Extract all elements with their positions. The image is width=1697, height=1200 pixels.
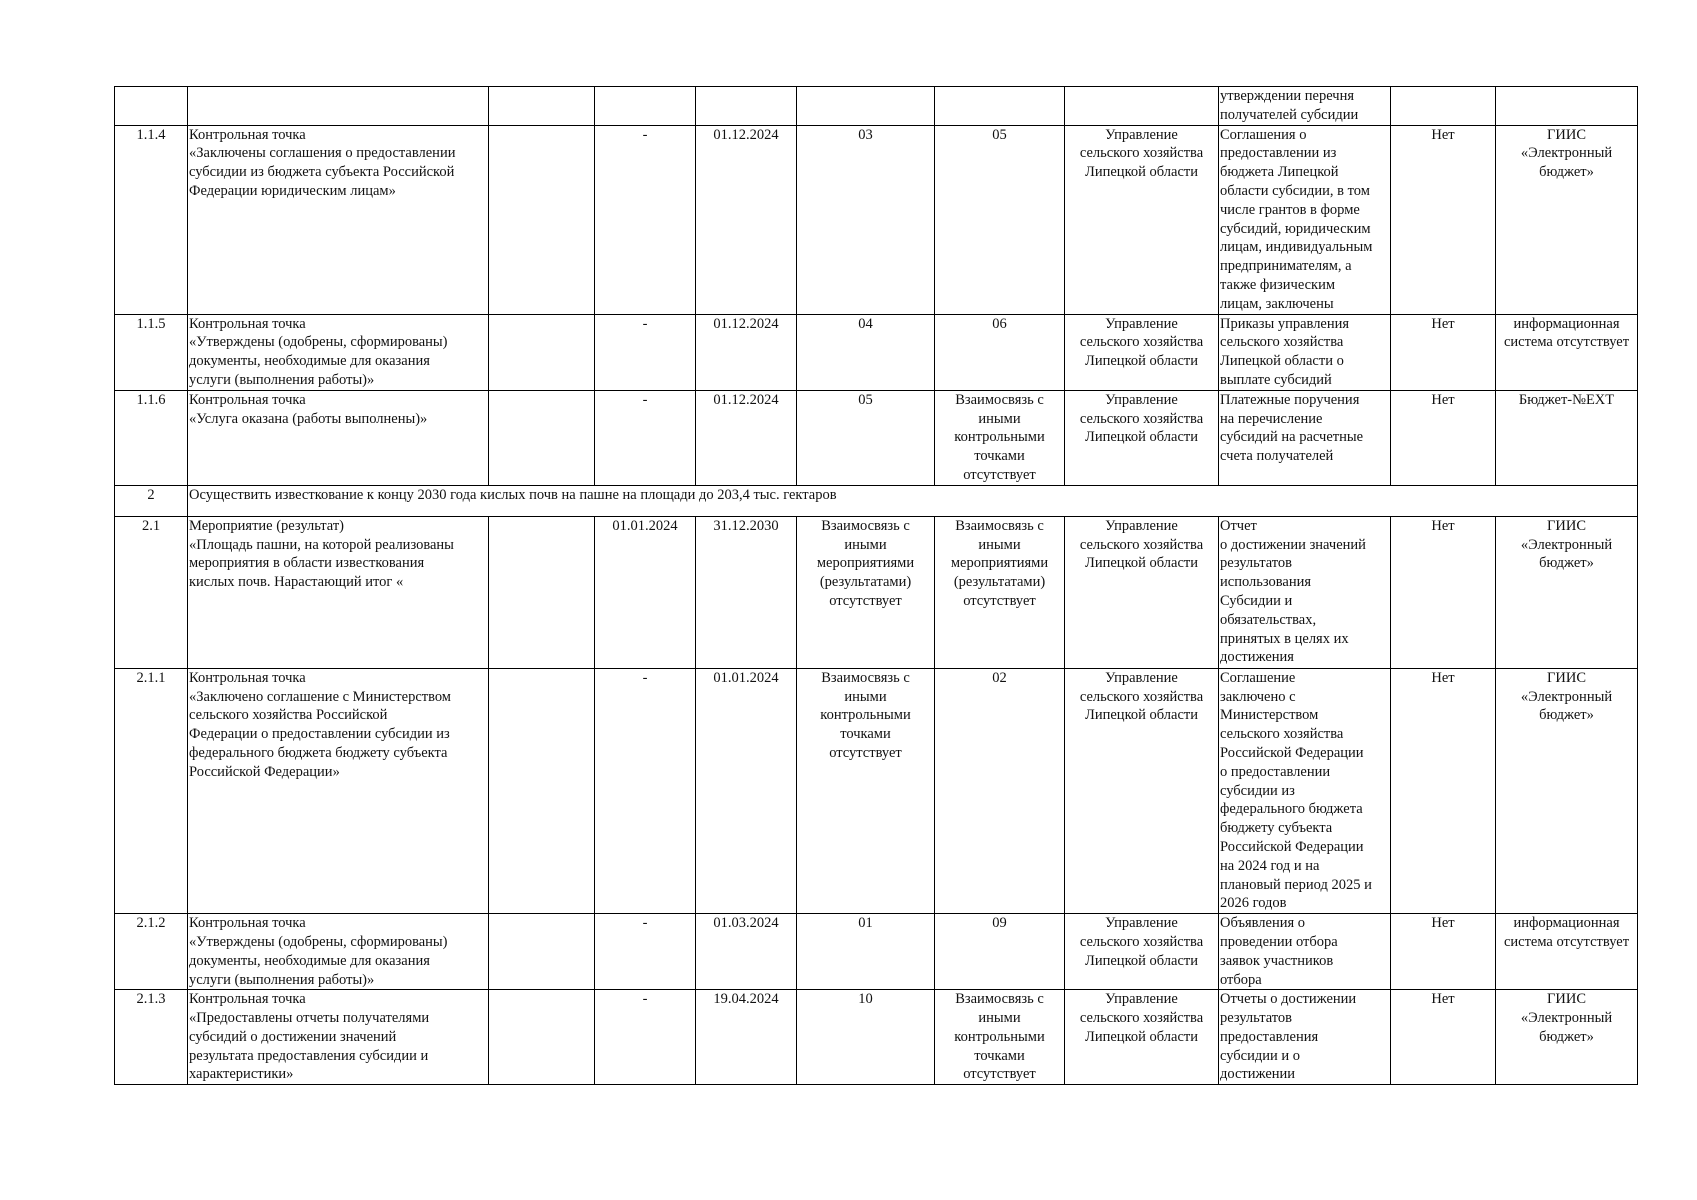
table-row [115,914,1638,990]
cell-empty [489,314,595,390]
cell-flag: Нет [1391,390,1496,485]
cell-successor: Взаимосвязь с иными контрольными точками отсутствует [935,990,1065,1085]
cell-responsible: Управление сельского хозяйства Липецкой области [1065,914,1219,990]
section-title: Осуществить известкование к концу 2030 года кислых почв на пашне на площади до 203,4 тыс. гектаров [188,485,1638,516]
cell-responsible [1065,87,1219,126]
cell-number: 2.1.1 [115,668,188,913]
cell-document: Соглашение заключено с Министерством сельского хозяйства Российской Федерации о предоставлении субсидии из федерального бюджета бюджету субъекта Российской Федерации на 2024 год и на плановый период 2025 и 2026 годов [1219,668,1391,913]
table-row [115,125,1638,314]
cell-end: 31.12.2030 [696,516,797,668]
plan-table [114,86,1638,1085]
cell-document: Платежные поручения на перечисление субсидий на расчетные счета получателей [1219,390,1391,485]
cell-system: информационная система отсутствует [1496,314,1638,390]
cell-responsible: Управление сельского хозяйства Липецкой области [1065,314,1219,390]
cell-system: ГИИС «Электронный бюджет» [1496,990,1638,1085]
cell-end: 01.12.2024 [696,125,797,314]
cell-number: 1.1.6 [115,390,188,485]
section-number: 2 [115,485,188,516]
cell-number: 2.1.2 [115,914,188,990]
cell-successor: Взаимосвязь с иными мероприятиями (результатами) отсутствует [935,516,1065,668]
cell-responsible: Управление сельского хозяйства Липецкой области [1065,668,1219,913]
cell-number: 1.1.5 [115,314,188,390]
cell-predecessor: Взаимосвязь с иными контрольными точками отсутствует [797,668,935,913]
cell-end: 01.01.2024 [696,668,797,913]
cell-responsible: Управление сельского хозяйства Липецкой области [1065,390,1219,485]
cell-start [595,87,696,126]
cell-number: 2.1 [115,516,188,668]
cell-end [696,87,797,126]
cell-document: Отчеты о достижении результатов предоставления субсидии и о достижении [1219,990,1391,1085]
cell-document: Отчет о достижении значений результатов использования Субсидии и обязательствах, принятых в целях их достижения [1219,516,1391,668]
cell-number: 1.1.4 [115,125,188,314]
cell-predecessor: 01 [797,914,935,990]
cell-responsible: Управление сельского хозяйства Липецкой области [1065,516,1219,668]
table-row [115,390,1638,485]
cell-flag: Нет [1391,914,1496,990]
cell-predecessor [797,87,935,126]
cell-start: - [595,990,696,1085]
cell-start: 01.01.2024 [595,516,696,668]
cell-flag: Нет [1391,125,1496,314]
cell-document: утверждении перечня получателей субсидии [1219,87,1391,126]
cell-start: - [595,314,696,390]
cell-system: ГИИС «Электронный бюджет» [1496,516,1638,668]
cell-successor: 02 [935,668,1065,913]
cell-flag: Нет [1391,668,1496,913]
cell-successor [935,87,1065,126]
cell-flag: Нет [1391,314,1496,390]
cell-name: Контрольная точка «Услуга оказана (работы выполнены)» [188,390,489,485]
cell-system: ГИИС «Электронный бюджет» [1496,668,1638,913]
cell-name: Контрольная точка «Предоставлены отчеты получателями субсидий о достижении значений результата предоставления субсидии и характеристики» [188,990,489,1085]
cell-predecessor: 04 [797,314,935,390]
cell-empty [489,914,595,990]
table-row [115,87,1638,126]
cell-number: 2.1.3 [115,990,188,1085]
cell-responsible: Управление сельского хозяйства Липецкой области [1065,990,1219,1085]
cell-name: Контрольная точка «Заключено соглашение с Министерством сельского хозяйства Российской Федерации о предоставлении субсидии из федерального бюджета бюджету субъекта Российской Федерации» [188,668,489,913]
cell-system: ГИИС «Электронный бюджет» [1496,125,1638,314]
cell-successor: Взаимосвязь с иными контрольными точками отсутствует [935,390,1065,485]
cell-flag: Нет [1391,516,1496,668]
cell-end: 01.12.2024 [696,390,797,485]
cell-name: Контрольная точка «Заключены соглашения о предоставлении субсидии из бюджета субъекта Российской Федерации юридическим лицам» [188,125,489,314]
cell-end: 01.03.2024 [696,914,797,990]
cell-flag: Нет [1391,990,1496,1085]
cell-predecessor: 05 [797,390,935,485]
cell-responsible: Управление сельского хозяйства Липецкой области [1065,125,1219,314]
cell-successor: 05 [935,125,1065,314]
cell-flag [1391,87,1496,126]
table-row [115,990,1638,1085]
cell-end: 01.12.2024 [696,314,797,390]
cell-system: Бюджет-№EXT [1496,390,1638,485]
cell-empty [489,516,595,668]
section-row [115,485,1638,516]
cell-end: 19.04.2024 [696,990,797,1085]
cell-document: Объявления о проведении отбора заявок участников отбора [1219,914,1391,990]
cell-name: Контрольная точка «Утверждены (одобрены, сформированы) документы, необходимые для оказания услуги (выполнения работы)» [188,914,489,990]
cell-start: - [595,390,696,485]
cell-successor: 09 [935,914,1065,990]
cell-number [115,87,188,126]
cell-empty [489,668,595,913]
table-row [115,668,1638,913]
cell-empty [489,125,595,314]
cell-empty [489,990,595,1085]
table-row [115,314,1638,390]
cell-predecessor: Взаимосвязь с иными мероприятиями (результатами) отсутствует [797,516,935,668]
cell-name: Мероприятие (результат) «Площадь пашни, на которой реализованы мероприятия в области известкования кислых почв. Нарастающий итог « [188,516,489,668]
cell-predecessor: 03 [797,125,935,314]
cell-system [1496,87,1638,126]
cell-successor: 06 [935,314,1065,390]
cell-name [188,87,489,126]
cell-document: Соглашения о предоставлении из бюджета Липецкой области субсидии, в том числе грантов в форме субсидий, юридическим лицам, индивидуальным предпринимателям, а также физическим лицам, заключены [1219,125,1391,314]
cell-start: - [595,125,696,314]
cell-name: Контрольная точка «Утверждены (одобрены, сформированы) документы, необходимые для оказания услуги (выполнения работы)» [188,314,489,390]
cell-predecessor: 10 [797,990,935,1085]
cell-empty [489,87,595,126]
cell-empty [489,390,595,485]
table-row [115,516,1638,668]
cell-start: - [595,914,696,990]
cell-system: информационная система отсутствует [1496,914,1638,990]
cell-start: - [595,668,696,913]
cell-document: Приказы управления сельского хозяйства Липецкой области о выплате субсидий [1219,314,1391,390]
